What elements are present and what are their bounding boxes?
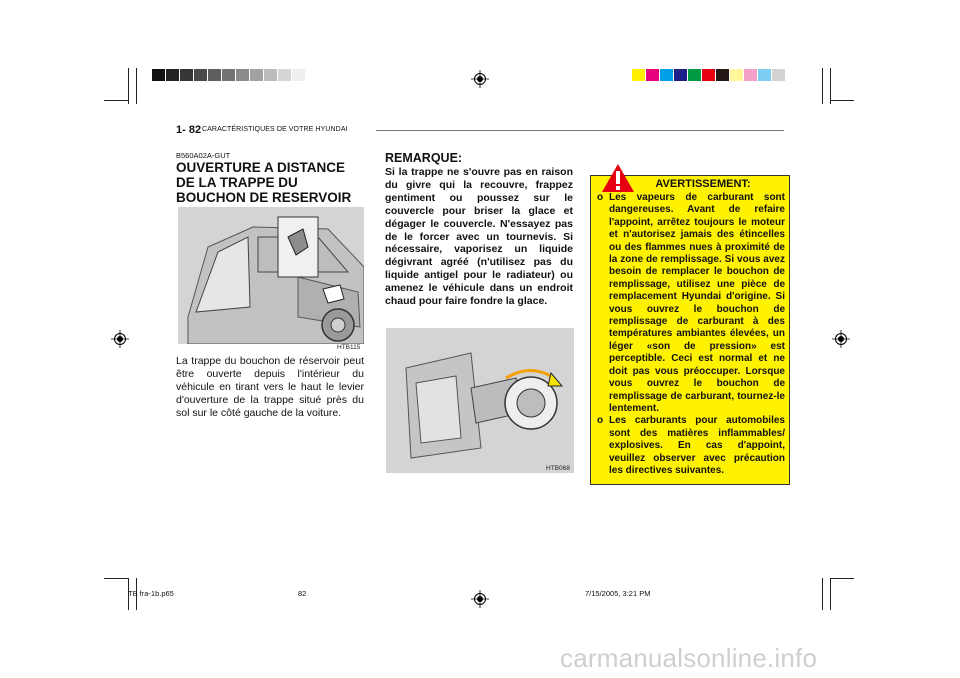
color-swatch <box>236 69 249 81</box>
color-swatch <box>744 69 757 81</box>
footer-file: TB fra-1b.p65 <box>128 589 174 598</box>
color-swatch <box>730 69 743 81</box>
color-swatch <box>674 69 687 81</box>
color-swatch <box>194 69 207 81</box>
process-color-bar <box>632 69 786 81</box>
warning-item-text: Les carburants pour automobiles sont des matières inflammables/ explosives. En cas d'appoint, veuillez observer avec précaution les directives suivantes. <box>609 415 785 476</box>
note-heading: REMARQUE: <box>385 151 463 165</box>
image-label: HTB115 <box>337 344 361 351</box>
car-door-lever-icon <box>178 207 364 344</box>
page-number: 1- 82 <box>176 124 202 136</box>
section-title: CARACTÉRISTIQUES DE VOTRE HYUNDAI <box>202 126 348 133</box>
color-swatch <box>772 69 785 81</box>
registration-mark-icon <box>832 330 850 348</box>
color-swatch <box>688 69 701 81</box>
color-swatch <box>716 69 729 81</box>
car-interior-illustration <box>178 207 364 344</box>
color-swatch <box>660 69 673 81</box>
watermark: carmanualsonline.info <box>560 643 818 673</box>
registration-mark-icon <box>111 330 129 348</box>
header-rule <box>376 130 784 131</box>
fuel-filler-door-icon <box>386 328 574 473</box>
fuel-door-illustration <box>386 328 574 473</box>
footer-date: 7/15/2005, 3:21 PM <box>585 589 651 598</box>
color-swatch <box>292 69 305 81</box>
section-code: B560A02A-GUT <box>176 151 231 160</box>
grayscale-color-bar <box>152 69 306 81</box>
color-swatch <box>278 69 291 81</box>
color-swatch <box>222 69 235 81</box>
note-paragraph: Si la trappe ne s'ouvre pas en raison du givre qui la recouvre, frappez gentiment ou poussez sur le couvercle pour briser la glace et dégager le couvercle. N'essayez pas de le forcer avec un tournevis. Si nécessaire, vaporisez un liquide dégivrant agréé (n'utilisez pas du liquide antigel pour le radiateur) ou amenez le véhicule dans un endroit chaud pour faire fondre la glace. <box>385 166 573 308</box>
bullet: o <box>597 415 604 427</box>
color-swatch <box>152 69 165 81</box>
color-swatch <box>208 69 221 81</box>
color-swatch <box>758 69 771 81</box>
color-swatch <box>646 69 659 81</box>
warning-item <box>597 415 785 477</box>
footer-page: 82 <box>298 589 307 598</box>
warning-item-text: Les vapeurs de carburant sont dangereuses. Avant de refaire l'appoint, arrêtez toujours le moteur et n'autorisez jamais des étincelles ou des flammes nues à proximité de la zone de remplissage. Si vous avez besoin de remplacer le bouchon de remplissage, utilisez une pièce de remplacement Hyundai d'origine. Si vous ouvrez le bouchon de remplissage de carburant à des températures ambiantes élevées, un léger «son de pression» est perceptible. Ceci est normal et ne doit pas vous préoccuper. Lorsque vous ouvrez le bouchon de remplissage de carburant, tournez-le lentement. <box>609 192 785 414</box>
registration-mark-icon <box>471 590 489 608</box>
color-swatch <box>166 69 179 81</box>
color-swatch <box>250 69 263 81</box>
body-paragraph: La trappe du bouchon de réservoir peut être ouverte depuis l'intérieur du véhicule en tirant vers le haut le levier d'ouverture de la trappe situé près du sol sur le côté gauche de la voiture. <box>176 355 364 419</box>
image-label: HTB068 <box>546 465 570 472</box>
warning-title: AVERTISSEMENT: <box>655 178 751 190</box>
warning-item <box>597 192 785 415</box>
color-swatch <box>702 69 715 81</box>
color-swatch <box>632 69 645 81</box>
color-swatch <box>264 69 277 81</box>
section-heading: OUVERTURE A DISTANCE DE LA TRAPPE DU BOUCHON DE RESERVOIR <box>176 160 352 205</box>
warning-list <box>597 192 785 477</box>
registration-mark-icon <box>471 70 489 88</box>
color-swatch <box>180 69 193 81</box>
bullet: o <box>597 192 604 203</box>
